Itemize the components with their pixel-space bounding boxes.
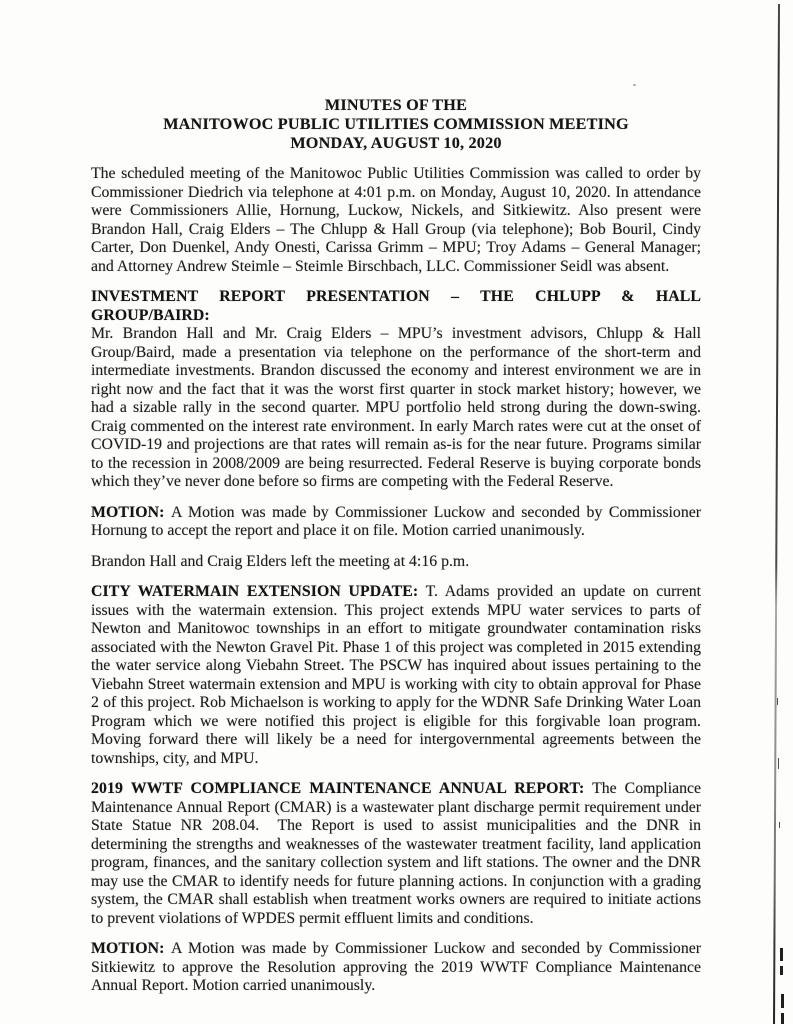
section-heading-city-watermain: CITY WATERMAIN EXTENSION UPDATE: <box>91 583 419 600</box>
scan-blob-artifact <box>781 1013 784 1024</box>
scan-edge-line-artifact <box>773 4 780 1024</box>
opening-attendance-paragraph <box>91 165 701 276</box>
title-line-minutes-of-the: MINUTES OF THE <box>324 96 468 114</box>
section-heading-investment-report: INVESTMENT REPORT PRESENTATION – THE CHLUPP & HALL GROUP/BAIRD: <box>91 288 701 324</box>
paragraph-text: Mr. Brandon Hall and Mr. Craig Elders – MPU’s investment advisors, Chlupp & Hall Group/Baird, made a presentation via telephone on the performance of the short-term and intermediate investments. Brandon discussed the economy and interest environment we are in right now and the fact that it was the worst first quarter in stock market history; however, we had a sizable rally in the second quarter. MPU portfolio held strong during the down-swing. Craig commented on the interest rate environment. In early March rates were cut at the onset of COVID-19 and projections are that rates will remain as-is for the near future. Programs similar to the recession in 2008/2009 are being resurrected. Federal Reserve is buying corporate bonds which they’ve never done before so firms are competing with the Federal Reserve. <box>91 325 701 490</box>
motion-label: MOTION: <box>91 940 165 957</box>
scan-fleck-artifact <box>779 822 780 828</box>
scan-fleck-artifact <box>777 698 778 705</box>
paragraph-text: The scheduled meeting of the Manitowoc Public Utilities Commission was called to order by Commissioner Diedrich via telephone at 4:01 p.m. on Monday, August 10, 2020. In attendance were Commissioners Allie, Hornung, Luckow, Nickels, and Sitkiewitz. Also present were Brandon Hall, Craig Elders – The Chlupp & Hall Group (via telephone); Bob Bouril, Cindy Carter, Don Duenkel, Andy Onesti, Carissa Grimm – MPU; Troy Adams – General Manager; and Attorney Andrew Steimle – Steimle Birschbach, LLC. Commissioner Seidl was absent. <box>91 165 701 275</box>
motion-label: MOTION: <box>91 503 165 521</box>
scan-blob-artifact <box>780 948 783 961</box>
document-title <box>91 96 701 153</box>
paragraph-text: T. Adams provided an update on current issues with the watermain extension. This project extends MPU water services to parts of Newton and Manitowoc townships in an effort to mitigate groundwater contamination risks associated with the Newton Gravel Pit. Phase 1 of this project was completed in 2015 extending the water service along Viebahn Street. The PSCW has inquired about issues pertaining to the Viebahn Street watermain extension and MPU is working with city to obtain approval for Phase 2 of this project. Rob Michaelson is working to apply for the WDNR Safe Drinking Water Loan Program which we were notified this project is eligible for this forgivable loan program. Moving forward there will likely be a need for intergovernmental agreements between the townships, city, and MPU. <box>91 583 701 767</box>
title-line-meeting-date: MONDAY, AUGUST 10, 2020 <box>290 134 502 152</box>
section-city-watermain-update <box>91 583 701 768</box>
section-wwtf-cmar-report <box>91 780 701 928</box>
scan-blob-artifact <box>780 966 783 975</box>
section-heading-wwtf-cmar: 2019 WWTF COMPLIANCE MAINTENANCE ANNUAL REPORT: <box>91 780 585 797</box>
paragraph-text: A Motion was made by Commissioner Luckow and seconded by Commissioner Sitkiewitz to approve the Resolution approving the 2019 WWTF Compliance Maintenance Annual Report. Motion carried unanimously. <box>91 940 701 994</box>
section-investment-report <box>91 288 701 492</box>
paragraph-text: A Motion was made by Commissioner Luckow and seconded by Commissioner Hornung to accept the report and place it on file. Motion carried unanimously. <box>91 503 701 539</box>
title-line-commission-name: MANITOWOC PUBLIC UTILITIES COMMISSION MEETING <box>163 115 629 133</box>
minutes-document <box>91 96 701 996</box>
motion-wwtf-cmar <box>91 940 701 996</box>
departure-note <box>91 553 701 572</box>
paragraph-text: The Compliance Maintenance Annual Report (CMAR) is a wastewater plant discharge permit requirement under State Statue NR 208.04. The Report is used to assist municipalities and the DNR in determining the strengths and weaknesses of the wastewater treatment facility, land application program, finances, and the sanitary collection system and lift stations. The owner and the DNR may use the CMAR to identify needs for future planning actions. In conjunction with a grading system, the CMAR shall establish when treatment works owners are required to initiate actions to prevent violations of WPDES permit effluent limits and conditions. <box>91 780 702 927</box>
scan-fleck-artifact <box>778 758 779 769</box>
motion-investment-report <box>91 504 701 541</box>
paragraph-text: Brandon Hall and Craig Elders left the meeting at 4:16 p.m. <box>91 552 470 570</box>
scan-blob-artifact <box>781 994 784 1008</box>
scan-speck-artifact <box>633 84 636 86</box>
